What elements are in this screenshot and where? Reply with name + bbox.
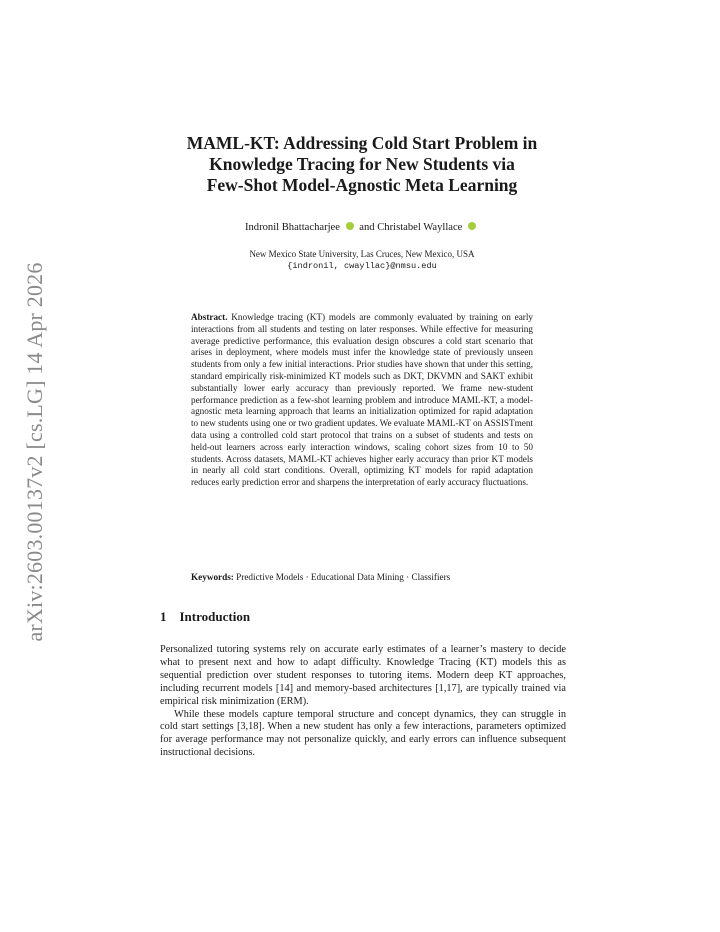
abstract [191,312,533,489]
author-name: Christabel Wayllace [377,222,463,233]
abstract-label: Abstract. [191,312,228,322]
section-heading [160,609,250,625]
title-line: Few-Shot Model-Agnostic Meta Learning [206,175,518,195]
author-emails: {indronil, cwayllac}@nmsu.edu [287,261,437,271]
arxiv-identifier [20,262,50,642]
abstract-text: Knowledge tracing (KT) models are commonly evaluated by training on early interactions from all students and testing on later responses. While effective for measuring average predictive performance, this evaluation design obscures a cold start scenario that arises in deployment, where models must infer the knowledge state of previously unseen students from only a few initial interactions. Prior studies have shown that under this setting, standard empirically risk-minimized KT models such as DKT, DKVMN and SAKT exhibit substantially lower early accuracy than previously reported. We frame new-student performance prediction as a few-shot learning problem and introduce MAML-KT, a model-agnostic meta learning approach that learns an initialization optimized for rapid adaptation to new students using one or two gradient updates. We evaluate MAML-KT on ASSISTment data using a controlled cold start protocol that trains on a subset of students and tests on held-out learners across early interaction windows, scaling cohort sizes from 10 to 50 students. Across datasets, MAML-KT achieves higher early accuracy than prior KT models in nearly all cold start conditions. Overall, optimizing KT models for rapid adaptation reduces early prediction error and sharpens the interpretation of early accuracy fluctuations. [191,312,533,488]
arxiv-identifier-text: arXiv:2603.00137v2 [cs.LG] 14 Apr 2026 [22,262,47,642]
body-paragraph: While these models capture temporal structure and concept dynamics, they can struggle in cold start settings [3,18]. When a new student has only a few interactions, parameters optimized for average performance may not personalize quickly, and early errors can influence subsequent instructional decisions. [160,708,566,759]
keywords-text: Predictive Models · Educational Data Mining · Classifiers [236,572,451,582]
section-body [160,644,566,760]
author-list [150,222,574,233]
orcid-icon[interactable] [468,222,476,230]
section-number: 1 [160,609,167,624]
affiliation-block [150,248,574,272]
orcid-icon[interactable] [346,222,354,230]
author-connector: and [359,222,375,233]
body-paragraph: Personalized tutoring systems rely on accurate early estimates of a learner’s mastery to decide what to present next and how to adapt difficulty. Knowledge Tracing (KT) models this as sequential prediction over student responses to tutoring items. Modern deep KT approaches, including recurrent models [14] and memory-based architectures [1,17], are typically trained via empirical risk minimization (ERM). [160,644,566,707]
author-name: Indronil Bhattacharjee [244,222,340,233]
paper-title [150,133,574,196]
keywords [191,571,533,583]
section-title: Introduction [179,609,251,624]
title-line: MAML-KT: Addressing Cold Start Problem in [186,133,538,153]
affiliation: New Mexico State University, Las Cruces, New Mexico, USA [249,249,475,259]
title-line: Knowledge Tracing for New Students via [209,154,515,174]
keywords-label: Keywords: [191,572,234,582]
